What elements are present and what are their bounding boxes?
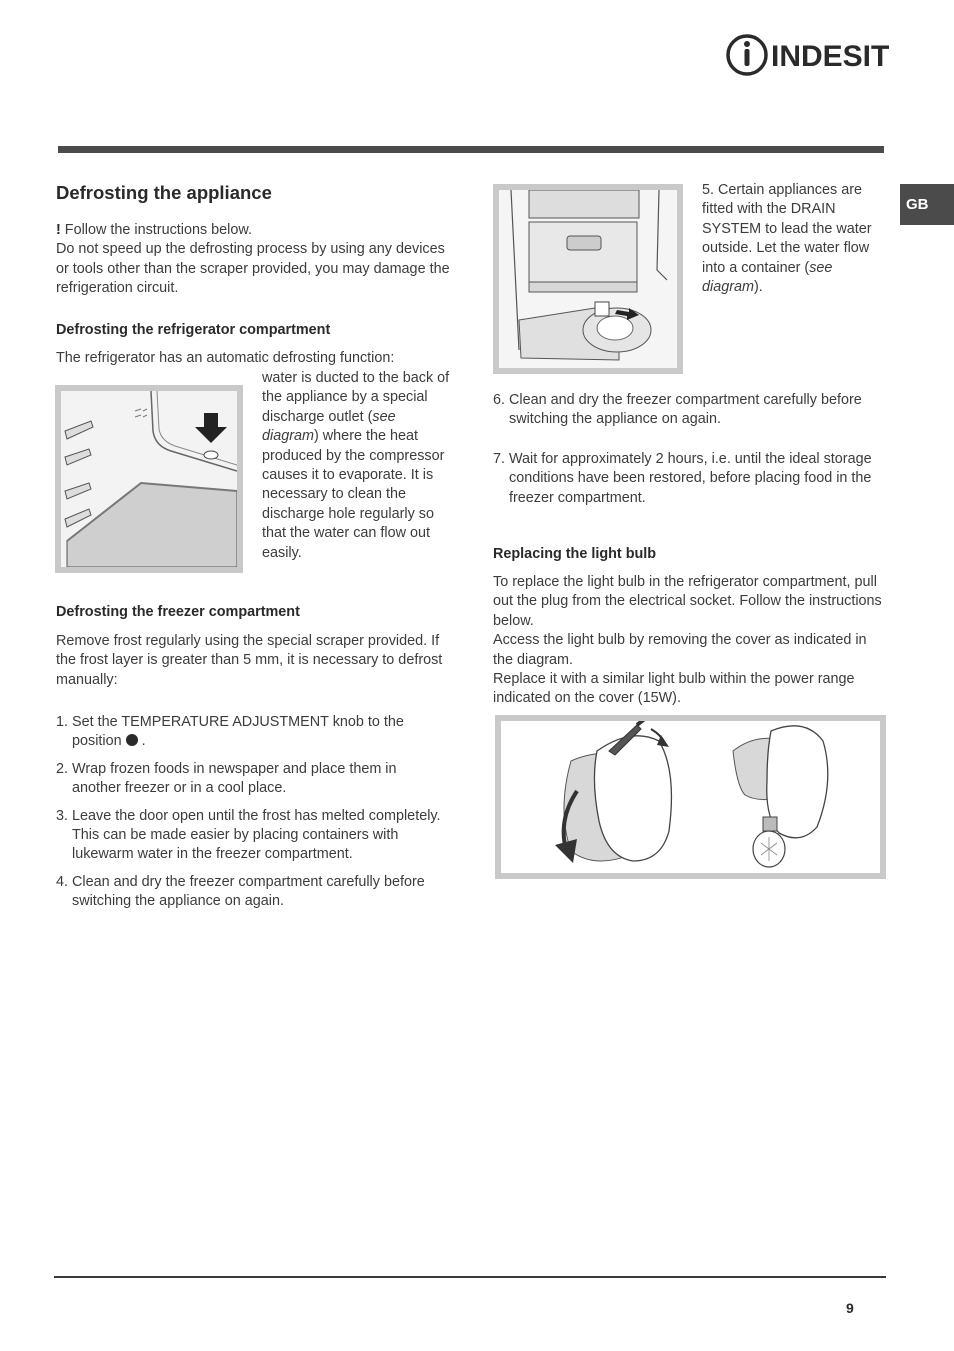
intro-text: Do not speed up the defrosting process by using any devices or tools other than the scraper provided, you may damage the refrigeration circuit. (56, 241, 450, 297)
step-number: 3. (56, 807, 69, 824)
language-tab: GB (900, 184, 954, 225)
step-text: Wrap frozen foods in newspaper and place them in another freezer or in a cool place. (72, 760, 397, 797)
light-bulb-diagram (495, 715, 886, 879)
step-number: 4. (56, 873, 69, 890)
bulb-text-2: Access the light bulb by removing the cover as indicated in the diagram. (493, 632, 867, 668)
step-number: 6. (493, 392, 506, 408)
fridge-lead: The refrigerator has an automatic defrosting function: (56, 350, 395, 366)
brand-wordmark: INDESIT (771, 40, 890, 73)
step-text: Clean and dry the freezer compartment carefully before switching the appliance on again. (72, 873, 425, 910)
freezer-heading: Defrosting the freezer compartment (56, 604, 300, 620)
step5-text-b: ). (754, 279, 763, 296)
step5-see-diagram: see diagram (702, 259, 833, 296)
list-item (56, 713, 446, 752)
fridge-text (262, 369, 450, 563)
step-number: 7. (493, 450, 506, 467)
page-title: Defrosting the appliance (56, 182, 272, 203)
bulb-text-3: Replace it with a similar light bulb within the power range indicated on the cover (15W). (493, 671, 855, 707)
list-item (493, 391, 885, 430)
bulb-heading: Replacing the light bulb (493, 546, 657, 562)
page-number: 9 (846, 1300, 854, 1316)
step-text-end: . (137, 733, 146, 750)
warning-line (56, 221, 451, 240)
bulb-text-1: To replace the light bulb in the refrigerator compartment, pull out the plug from the electrical socket. Follow the instructions below. (493, 574, 882, 629)
fridge-outlet-diagram (55, 385, 243, 573)
step-number: 1. (56, 714, 69, 730)
step5-text-a: 5. Certain appliances are fitted with the DRAIN SYSTEM to lead the water outside. Let the water flow into a container ( (702, 182, 872, 276)
fridge-text-b: ) where the heat produced by the compressor causes it to evaporate. It is necessary to clean the discharge hole regularly so that the water can flow out easily. (262, 428, 445, 561)
intro-block (56, 221, 451, 299)
step-text: Set the TEMPERATURE ADJUSTMENT knob to the position (72, 714, 404, 750)
warning-mark: ! (56, 222, 61, 238)
step-text: Leave the door open until the frost has melted completely. This can be made easier by placing containers with lukewarm water in the freezer compartment. (72, 807, 441, 863)
top-rule (58, 146, 884, 153)
list-item (493, 450, 885, 508)
freezer-steps (56, 713, 446, 920)
fridge-text-a: water is ducted to the back of the appliance by a special discharge outlet ( (262, 370, 450, 425)
fridge-heading: Defrosting the refrigerator compartment (56, 322, 331, 338)
step-number: 2. (56, 760, 69, 777)
freezer-steps-continued (493, 391, 885, 516)
bulb-text-block (493, 573, 888, 709)
list-item (56, 760, 446, 799)
warning-text: Follow the instructions below. (60, 222, 252, 238)
step-text: Wait for approximately 2 hours, i.e. until the ideal storage conditions have been restored, before placing food in the freezer compartment. (509, 450, 872, 506)
drain-system-diagram (493, 184, 683, 374)
list-item (56, 807, 446, 865)
step-text: Clean and dry the freezer compartment carefully before switching the appliance on again. (509, 392, 862, 428)
list-item (56, 873, 446, 912)
filled-circle-icon (126, 734, 138, 746)
bottom-rule (54, 1276, 886, 1278)
step5-text (702, 181, 887, 297)
freezer-text: Remove frost regularly using the special scraper provided. If the frost layer is greater than 5 mm, it is necessary to defrost manually: (56, 633, 443, 688)
fridge-see-diagram: see diagram (262, 408, 396, 445)
indesit-logo (725, 32, 890, 78)
